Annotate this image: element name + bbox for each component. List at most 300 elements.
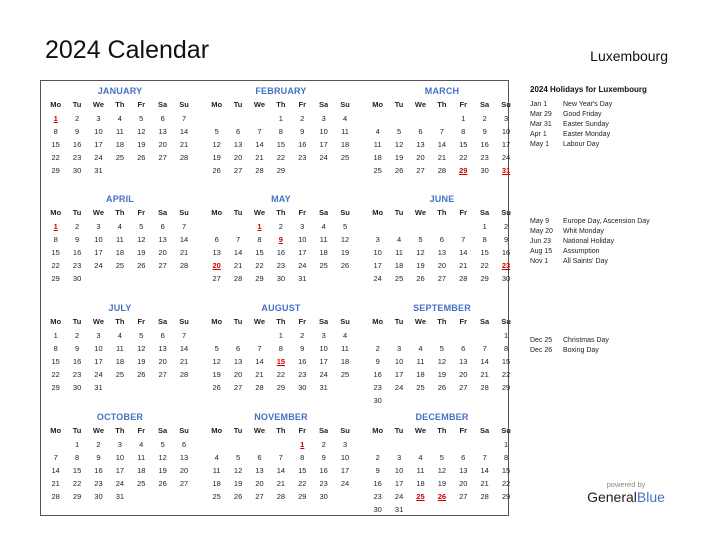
holiday-name: Labour Day bbox=[563, 141, 600, 148]
day-cell: 16 bbox=[501, 248, 511, 257]
empty-cell bbox=[474, 329, 495, 342]
day-cell: 14 bbox=[276, 466, 286, 475]
weekday-header: Sa bbox=[319, 426, 329, 435]
weekday-header: Fr bbox=[137, 100, 145, 109]
day-cell: 16 bbox=[72, 357, 82, 366]
holiday-group bbox=[530, 217, 700, 267]
day-cell: 11 bbox=[341, 344, 349, 353]
weekday-header: Tu bbox=[233, 208, 243, 217]
day-cell: 11 bbox=[373, 140, 382, 149]
day-cell: 14 bbox=[179, 127, 189, 136]
day-cell: 27 bbox=[233, 383, 243, 392]
day-cell: 22 bbox=[72, 479, 82, 488]
day-cell: 6 bbox=[461, 344, 466, 353]
weekday-header: Tu bbox=[233, 317, 243, 326]
day-cell: 28 bbox=[233, 274, 243, 283]
day-cell: 14 bbox=[480, 466, 489, 475]
day-cell: 20 bbox=[416, 153, 425, 162]
day-cell: 22 bbox=[298, 479, 307, 488]
day-cell: 4 bbox=[397, 235, 402, 244]
weekday-header: We bbox=[414, 426, 427, 435]
holiday-row bbox=[530, 120, 700, 130]
day-cell: 4 bbox=[418, 344, 423, 353]
weekday-header: Su bbox=[340, 426, 350, 435]
day-cell: 6 bbox=[160, 222, 165, 231]
day-cell: 2 bbox=[75, 222, 80, 231]
day-cell: 2 bbox=[300, 114, 305, 123]
day-cell: 15 bbox=[298, 466, 307, 475]
holiday-date: May 20 bbox=[530, 228, 553, 235]
weekday-header: Fr bbox=[459, 426, 467, 435]
day-cell: 6 bbox=[418, 127, 423, 136]
empty-cell bbox=[270, 438, 291, 451]
empty-cell bbox=[206, 438, 227, 451]
month-grid bbox=[45, 206, 195, 285]
day-cell: 16 bbox=[373, 370, 382, 379]
day-cell: 10 bbox=[115, 453, 125, 462]
day-cell: 6 bbox=[181, 440, 187, 449]
day-cell: 17 bbox=[94, 140, 103, 149]
weekday-header: Sa bbox=[480, 100, 490, 109]
day-cell: 18 bbox=[340, 357, 350, 366]
day-cell: 5 bbox=[418, 235, 423, 244]
weekday-header: Sa bbox=[480, 208, 490, 217]
day-cell: 19 bbox=[158, 466, 167, 475]
day-cell: 17 bbox=[319, 140, 328, 149]
day-cell: 8 bbox=[503, 344, 509, 353]
weekday-header: Fr bbox=[298, 317, 306, 326]
empty-cell bbox=[388, 438, 409, 451]
day-cell: 3 bbox=[375, 235, 380, 244]
day-cell: 12 bbox=[233, 466, 243, 475]
day-cell: 11 bbox=[115, 127, 124, 136]
month-name: JANUARY bbox=[97, 86, 143, 96]
month-grid bbox=[367, 98, 517, 177]
day-cell: 2 bbox=[278, 222, 283, 231]
day-cell: 31 bbox=[94, 166, 103, 175]
day-cell: 22 bbox=[255, 261, 264, 270]
month-october bbox=[45, 410, 195, 503]
day-cell: 30 bbox=[480, 166, 489, 175]
day-cell: 21 bbox=[459, 261, 468, 270]
day-cell: 25 bbox=[115, 261, 125, 270]
day-cell: 15 bbox=[51, 248, 60, 257]
day-cell: 17 bbox=[340, 466, 350, 475]
holiday-name: Whit Monday bbox=[563, 228, 604, 235]
empty-cell bbox=[249, 329, 270, 342]
day-cell: 17 bbox=[319, 357, 328, 366]
day-cell: 23 bbox=[72, 261, 82, 270]
day-cell: 25 bbox=[137, 479, 146, 488]
holiday-day-cell: 15 bbox=[276, 357, 286, 366]
day-cell: 27 bbox=[179, 479, 189, 488]
day-cell: 17 bbox=[394, 479, 404, 488]
month-name: DECEMBER bbox=[415, 412, 469, 422]
empty-cell bbox=[388, 329, 409, 342]
day-cell: 5 bbox=[439, 453, 444, 462]
day-cell: 20 bbox=[233, 153, 243, 162]
holiday-row bbox=[530, 100, 700, 110]
holiday-name: New Year's Day bbox=[563, 101, 613, 108]
day-cell: 5 bbox=[214, 127, 219, 136]
empty-cell bbox=[206, 220, 227, 233]
day-cell: 18 bbox=[115, 140, 125, 149]
weekday-header: Su bbox=[179, 100, 189, 109]
day-cell: 30 bbox=[72, 274, 82, 283]
month-name: SEPTEMBER bbox=[413, 303, 471, 313]
day-cell: 26 bbox=[394, 166, 404, 175]
day-cell: 13 bbox=[459, 357, 468, 366]
weekday-header: Sa bbox=[480, 317, 490, 326]
day-cell: 26 bbox=[233, 492, 243, 501]
weekday-header: We bbox=[414, 317, 427, 326]
weekday-header: Tu bbox=[72, 100, 82, 109]
day-cell: 29 bbox=[276, 166, 286, 175]
day-cell: 26 bbox=[437, 383, 447, 392]
month-november bbox=[206, 410, 356, 503]
day-cell: 4 bbox=[117, 222, 122, 231]
day-cell: 13 bbox=[437, 248, 447, 257]
holiday-day-cell: 1 bbox=[257, 222, 262, 231]
day-cell: 19 bbox=[340, 248, 350, 257]
weekday-header: Su bbox=[340, 208, 350, 217]
holiday-name: All Saints' Day bbox=[563, 258, 608, 265]
day-cell: 19 bbox=[212, 153, 221, 162]
weekday-header: Th bbox=[115, 317, 125, 326]
weekday-header: We bbox=[414, 100, 427, 109]
month-grid bbox=[45, 98, 195, 177]
day-cell: 3 bbox=[117, 440, 122, 449]
month-february bbox=[206, 84, 356, 177]
weekday-header: Tu bbox=[394, 100, 404, 109]
day-cell: 9 bbox=[375, 357, 380, 366]
holiday-day-cell: 9 bbox=[278, 235, 283, 244]
day-cell: 24 bbox=[115, 479, 125, 488]
day-cell: 21 bbox=[480, 479, 489, 488]
day-cell: 13 bbox=[158, 127, 167, 136]
day-cell: 13 bbox=[179, 453, 189, 462]
day-cell: 29 bbox=[51, 166, 60, 175]
weekday-header: Su bbox=[501, 317, 511, 326]
day-cell: 14 bbox=[255, 140, 264, 149]
holiday-date: Nov 1 bbox=[530, 258, 549, 265]
day-cell: 13 bbox=[255, 466, 264, 475]
day-cell: 17 bbox=[94, 248, 103, 257]
holiday-date: Mar 31 bbox=[530, 121, 552, 128]
month-july bbox=[45, 301, 195, 394]
day-cell: 2 bbox=[503, 222, 509, 231]
day-cell: 27 bbox=[459, 383, 468, 392]
day-cell: 28 bbox=[480, 383, 489, 392]
day-cell: 22 bbox=[51, 153, 60, 162]
weekday-header: Sa bbox=[158, 100, 168, 109]
day-cell: 11 bbox=[395, 248, 403, 257]
day-cell: 2 bbox=[300, 331, 305, 340]
weekday-header: We bbox=[92, 208, 105, 217]
weekday-header: Th bbox=[115, 426, 125, 435]
day-cell: 22 bbox=[501, 370, 511, 379]
day-cell: 25 bbox=[212, 492, 221, 501]
month-name: FEBRUARY bbox=[255, 86, 307, 96]
day-cell: 26 bbox=[137, 370, 146, 379]
day-cell: 28 bbox=[459, 274, 468, 283]
empty-cell bbox=[431, 220, 452, 233]
holiday-name: National Holiday bbox=[563, 238, 614, 245]
day-cell: 8 bbox=[278, 344, 283, 353]
day-cell: 1 bbox=[503, 331, 509, 340]
day-cell: 28 bbox=[255, 383, 264, 392]
day-cell: 5 bbox=[139, 331, 144, 340]
day-cell: 19 bbox=[233, 479, 243, 488]
weekday-header: Mo bbox=[372, 100, 384, 109]
day-cell: 3 bbox=[300, 222, 305, 231]
day-cell: 27 bbox=[158, 370, 167, 379]
month-name: NOVEMBER bbox=[254, 412, 308, 422]
day-cell: 7 bbox=[482, 344, 487, 353]
weekday-header: Tu bbox=[72, 208, 82, 217]
holiday-day-cell: 31 bbox=[501, 166, 511, 175]
weekday-header: Th bbox=[437, 100, 447, 109]
calendar-frame bbox=[40, 80, 509, 516]
day-cell: 6 bbox=[236, 127, 241, 136]
weekday-header: Sa bbox=[319, 100, 329, 109]
day-cell: 28 bbox=[276, 492, 286, 501]
month-june bbox=[367, 192, 517, 285]
day-cell: 5 bbox=[236, 453, 241, 462]
day-cell: 16 bbox=[298, 357, 307, 366]
day-cell: 3 bbox=[397, 344, 402, 353]
holiday-name: Europe Day, Ascension Day bbox=[563, 218, 650, 225]
weekday-header: Fr bbox=[298, 208, 306, 217]
weekday-header: Tu bbox=[72, 426, 82, 435]
holiday-row bbox=[530, 237, 700, 247]
empty-cell bbox=[249, 438, 270, 451]
day-cell: 19 bbox=[137, 357, 146, 366]
holiday-day-cell: 26 bbox=[437, 492, 447, 501]
day-cell: 4 bbox=[342, 114, 348, 123]
day-cell: 20 bbox=[158, 248, 167, 257]
day-cell: 17 bbox=[373, 261, 382, 270]
day-cell: 12 bbox=[212, 140, 221, 149]
holiday-group bbox=[530, 100, 700, 150]
weekday-header: Fr bbox=[459, 208, 467, 217]
empty-cell bbox=[227, 438, 248, 451]
day-cell: 8 bbox=[482, 235, 487, 244]
day-cell: 10 bbox=[394, 466, 404, 475]
day-cell: 13 bbox=[459, 466, 468, 475]
powered-by-text: powered by bbox=[606, 480, 646, 489]
empty-cell bbox=[367, 438, 388, 451]
day-cell: 12 bbox=[416, 248, 425, 257]
month-name: JUNE bbox=[429, 194, 455, 204]
day-cell: 17 bbox=[394, 370, 404, 379]
weekday-header: Fr bbox=[298, 426, 306, 435]
day-cell: 24 bbox=[394, 492, 404, 501]
day-cell: 23 bbox=[373, 383, 382, 392]
day-cell: 5 bbox=[160, 440, 165, 449]
day-cell: 16 bbox=[319, 466, 328, 475]
weekday-header: Mo bbox=[50, 317, 62, 326]
day-cell: 6 bbox=[214, 235, 219, 244]
holiday-date: Jan 1 bbox=[530, 101, 548, 108]
weekday-header: Mo bbox=[50, 208, 62, 217]
day-cell: 26 bbox=[158, 479, 167, 488]
day-cell: 29 bbox=[298, 492, 307, 501]
day-cell: 10 bbox=[373, 248, 382, 257]
day-cell: 16 bbox=[72, 140, 82, 149]
weekday-header: Mo bbox=[50, 100, 62, 109]
weekday-header: Sa bbox=[158, 317, 168, 326]
day-cell: 1 bbox=[75, 440, 80, 449]
weekday-header: Th bbox=[115, 100, 125, 109]
day-cell: 9 bbox=[482, 127, 487, 136]
day-cell: 20 bbox=[179, 466, 189, 475]
day-cell: 9 bbox=[96, 453, 101, 462]
weekday-header: Sa bbox=[480, 426, 490, 435]
day-cell: 10 bbox=[94, 235, 103, 244]
holiday-row bbox=[530, 227, 700, 237]
day-cell: 26 bbox=[137, 261, 146, 270]
day-cell: 14 bbox=[480, 357, 489, 366]
day-cell: 30 bbox=[373, 396, 382, 405]
day-cell: 3 bbox=[397, 453, 402, 462]
day-cell: 29 bbox=[501, 492, 511, 501]
day-cell: 7 bbox=[278, 453, 283, 462]
day-cell: 24 bbox=[94, 153, 103, 162]
day-cell: 31 bbox=[298, 274, 307, 283]
day-cell: 20 bbox=[459, 479, 468, 488]
day-cell: 7 bbox=[53, 453, 58, 462]
day-cell: 16 bbox=[480, 140, 489, 149]
weekday-header: We bbox=[253, 208, 266, 217]
day-cell: 5 bbox=[439, 344, 444, 353]
day-cell: 1 bbox=[503, 440, 509, 449]
holiday-day-cell: 1 bbox=[300, 440, 305, 449]
day-cell: 3 bbox=[96, 222, 101, 231]
day-cell: 13 bbox=[158, 344, 167, 353]
day-cell: 27 bbox=[233, 166, 243, 175]
day-cell: 2 bbox=[96, 440, 101, 449]
holiday-date: Jun 23 bbox=[530, 238, 552, 245]
day-cell: 7 bbox=[439, 127, 444, 136]
weekday-header: Su bbox=[340, 317, 350, 326]
empty-cell bbox=[227, 112, 248, 125]
day-cell: 3 bbox=[503, 114, 509, 123]
empty-cell bbox=[388, 112, 409, 125]
weekday-header: Sa bbox=[319, 208, 329, 217]
weekday-header: Mo bbox=[211, 100, 223, 109]
day-cell: 16 bbox=[298, 140, 307, 149]
day-cell: 13 bbox=[416, 140, 425, 149]
day-cell: 9 bbox=[300, 127, 305, 136]
weekday-header: Th bbox=[276, 208, 286, 217]
day-cell: 5 bbox=[139, 222, 144, 231]
day-cell: 16 bbox=[373, 479, 382, 488]
weekday-header: We bbox=[92, 317, 105, 326]
day-cell: 29 bbox=[276, 383, 286, 392]
day-cell: 15 bbox=[51, 357, 60, 366]
holiday-name: Good Friday bbox=[563, 111, 602, 118]
day-cell: 14 bbox=[255, 357, 264, 366]
day-cell: 27 bbox=[158, 261, 167, 270]
day-cell: 21 bbox=[179, 140, 189, 149]
weekday-header: We bbox=[92, 100, 105, 109]
day-cell: 8 bbox=[300, 453, 305, 462]
day-cell: 1 bbox=[461, 114, 466, 123]
day-cell: 30 bbox=[72, 166, 82, 175]
weekday-header: Fr bbox=[137, 317, 145, 326]
holiday-day-cell: 23 bbox=[501, 261, 511, 270]
day-cell: 3 bbox=[342, 440, 348, 449]
month-grid bbox=[206, 98, 356, 177]
day-cell: 12 bbox=[340, 235, 350, 244]
day-cell: 8 bbox=[53, 127, 58, 136]
day-cell: 19 bbox=[437, 370, 447, 379]
day-cell: 30 bbox=[94, 492, 103, 501]
empty-cell bbox=[45, 438, 66, 451]
day-cell: 6 bbox=[439, 235, 444, 244]
day-cell: 23 bbox=[319, 479, 328, 488]
day-cell: 15 bbox=[501, 357, 511, 366]
day-cell: 24 bbox=[94, 370, 103, 379]
day-cell: 12 bbox=[137, 344, 146, 353]
day-cell: 12 bbox=[212, 357, 221, 366]
day-cell: 15 bbox=[72, 466, 82, 475]
day-cell: 28 bbox=[179, 153, 189, 162]
empty-cell bbox=[367, 112, 388, 125]
day-cell: 12 bbox=[394, 140, 404, 149]
weekday-header: Mo bbox=[211, 317, 223, 326]
day-cell: 18 bbox=[115, 357, 125, 366]
weekday-header: Fr bbox=[459, 317, 467, 326]
day-cell: 11 bbox=[416, 357, 425, 366]
day-cell: 20 bbox=[158, 140, 167, 149]
day-cell: 23 bbox=[276, 261, 286, 270]
day-cell: 26 bbox=[137, 153, 146, 162]
day-cell: 22 bbox=[501, 479, 511, 488]
day-cell: 8 bbox=[503, 453, 509, 462]
day-cell: 8 bbox=[278, 127, 283, 136]
day-cell: 24 bbox=[319, 370, 328, 379]
day-cell: 12 bbox=[437, 357, 447, 366]
day-cell: 22 bbox=[480, 261, 489, 270]
day-cell: 29 bbox=[501, 383, 511, 392]
day-cell: 4 bbox=[418, 453, 423, 462]
empty-cell bbox=[474, 438, 495, 451]
day-cell: 24 bbox=[394, 383, 404, 392]
day-cell: 21 bbox=[255, 370, 264, 379]
day-cell: 17 bbox=[94, 357, 103, 366]
weekday-header: Mo bbox=[211, 208, 223, 217]
day-cell: 18 bbox=[416, 479, 425, 488]
holiday-date: Apr 1 bbox=[530, 131, 547, 138]
day-cell: 19 bbox=[212, 370, 221, 379]
holiday-row bbox=[530, 140, 700, 150]
day-cell: 6 bbox=[160, 114, 165, 123]
day-cell: 16 bbox=[72, 248, 82, 257]
day-cell: 31 bbox=[94, 383, 103, 392]
holiday-group bbox=[530, 336, 700, 356]
weekday-header: Fr bbox=[137, 426, 145, 435]
month-grid bbox=[206, 206, 356, 285]
day-cell: 30 bbox=[501, 274, 511, 283]
brand-name-general: General bbox=[587, 489, 637, 505]
month-march bbox=[367, 84, 517, 177]
day-cell: 2 bbox=[75, 331, 80, 340]
month-grid bbox=[367, 424, 517, 516]
holiday-row bbox=[530, 346, 700, 356]
day-cell: 2 bbox=[75, 114, 80, 123]
